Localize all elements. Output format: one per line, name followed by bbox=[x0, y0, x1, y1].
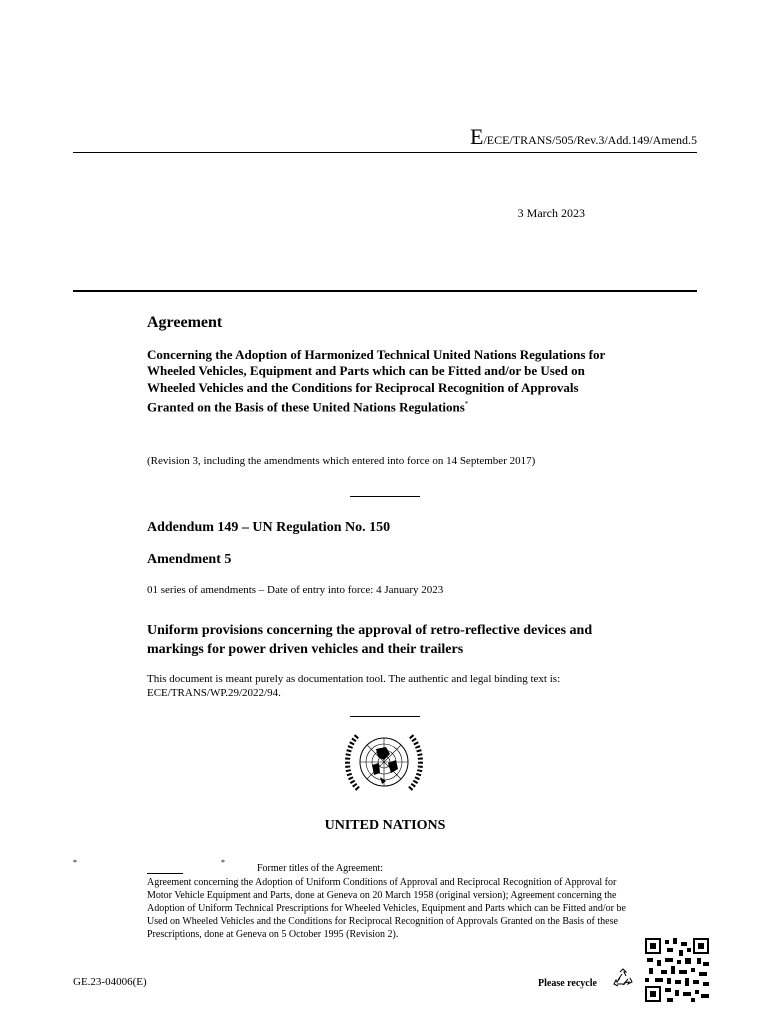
agreement-title: Agreement bbox=[147, 314, 223, 331]
agreement-subtitle bbox=[147, 347, 627, 416]
un-name: UNITED NATIONS bbox=[324, 818, 446, 833]
short-rule bbox=[350, 496, 420, 497]
footnote-mark: * bbox=[464, 399, 469, 408]
short-rule bbox=[350, 716, 420, 717]
footnote-marker: * bbox=[221, 858, 225, 867]
recycle-icon bbox=[612, 968, 634, 990]
thick-rule bbox=[73, 290, 697, 292]
recycle-label: Please recycle bbox=[538, 978, 597, 989]
regulation-title: Uniform provisions concerning the approval of retro-reflective devices and markings for power driven vehicles and their trailers bbox=[147, 623, 593, 657]
footnote-marker-left: * bbox=[73, 858, 77, 867]
footnote-text: Agreement concerning the Adoption of Uniform Conditions of Approval and Reciprocal Recognition of Approval for Motor Vehicle Equipment and Parts, done at Geneva on 20 March 1958 (original version); Agreement concerning the Adoption of Uniform Technical Prescriptions for Wheeled Vehicles, Equipment and Parts which can be Fitted and/or be Used on Wheeled Vehicles and the Conditions for Reciprocal Recognition of Approvals Granted on the Basis of these Prescriptions, done at Geneva on 5 October 1995 (Revision 2). bbox=[147, 877, 626, 941]
document-number: GE.23-04006(E) bbox=[73, 976, 147, 988]
series-note: 01 series of amendments – Date of entry into force: 4 January 2023 bbox=[147, 584, 444, 596]
document-date: 3 March 2023 bbox=[517, 206, 585, 220]
addendum-heading: Addendum 149 – UN Regulation No. 150 bbox=[147, 520, 391, 535]
header-rule bbox=[73, 152, 697, 153]
symbol-text: /ECE/TRANS/505/Rev.3/Add.149/Amend.5 bbox=[483, 133, 697, 147]
symbol-prefix: E bbox=[469, 124, 484, 149]
revision-note: (Revision 3, including the amendments which entered into force on 14 September 2017) bbox=[147, 455, 536, 467]
subtitle-text: Concerning the Adoption of Harmonized Technical United Nations Regulations for Wheeled Vehicles, Equipment and Parts which can be Fitted and/or be Used on Wheeled Vehicles and the Conditions for Reciprocal Recognition of Approvals Granted on the Basis of these United Nations Regulations bbox=[147, 347, 606, 415]
document-symbol bbox=[470, 124, 697, 150]
footnote-rule bbox=[147, 873, 183, 874]
qr-code bbox=[645, 938, 709, 1002]
documentation-note: This document is meant purely as documentation tool. The authentic and legal binding text is: ECE/TRANS/WP.29/2022/94. bbox=[147, 673, 561, 699]
amendment-heading: Amendment 5 bbox=[147, 552, 232, 567]
footnote-heading: Former titles of the Agreement: bbox=[257, 863, 384, 874]
un-emblem-icon bbox=[342, 727, 426, 797]
